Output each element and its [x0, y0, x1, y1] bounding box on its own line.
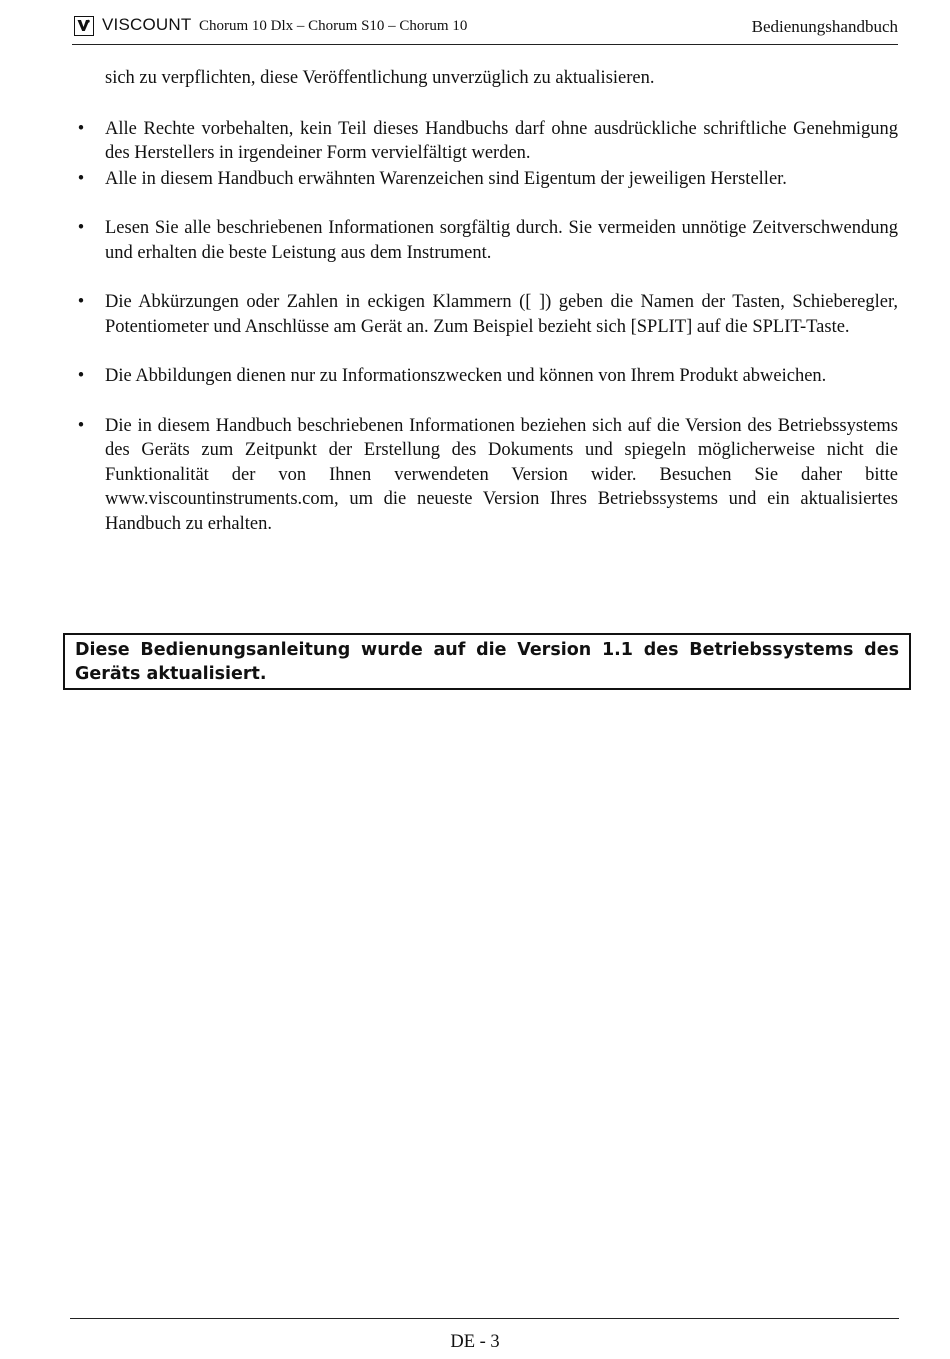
list-item-text: Lesen Sie alle beschriebenen Informationen sorgfältig durch. Sie vermeiden unnötige Zeitverschwendung und erhalten die beste Leistung aus dem Instrument.	[105, 218, 898, 263]
list-item-text: Die Abkürzungen oder Zahlen in eckigen Klammern ([ ]) geben die Namen der Tasten, Schieberegler, Potentiometer und Anschlüsse am Gerät an. Zum Beispiel bezieht sich [SPLIT] auf die SPLIT-Taste.	[105, 292, 898, 337]
footer-divider	[70, 1318, 899, 1319]
bullet-icon: •	[77, 218, 85, 238]
page-body	[72, 66, 898, 536]
bullet-icon: •	[77, 168, 85, 189]
list-item	[72, 364, 898, 389]
viscount-logo	[74, 16, 94, 36]
bullet-icon: •	[77, 415, 85, 436]
document-title: Bedienungshandbuch	[751, 17, 898, 36]
bullet-icon: •	[77, 366, 85, 386]
page-number: DE - 3	[450, 1332, 500, 1352]
list-item-text: Die Abbildungen dienen nur zu Informationszwecken und können von Ihrem Produkt abweichen.	[105, 366, 827, 386]
list-item-text: Alle in diesem Handbuch erwähnten Warenzeichen sind Eigentum der jeweiligen Hersteller.	[105, 168, 787, 189]
list-item	[72, 414, 898, 537]
brand-name: VISCOUNT	[102, 15, 192, 34]
version-notice-box: Diese Bedienungsanleitung wurde auf die Version 1.1 des Betriebssystems des Geräts aktualisiert.	[63, 633, 911, 690]
list-item	[72, 167, 898, 192]
list-item-text: Alle Rechte vorbehalten, kein Teil dieses Handbuchs darf ohne ausdrückliche schriftliche Genehmigung des Herstellers in irgendeiner Form vervielfältigt werden.	[105, 118, 898, 163]
model-names: Chorum 10 Dlx – Chorum S10 – Chorum 10	[199, 18, 468, 34]
page-header	[72, 14, 898, 45]
viscount-logo-mark	[77, 19, 90, 32]
list-item	[72, 117, 898, 166]
bullet-icon: •	[77, 292, 85, 312]
list-item	[72, 216, 898, 265]
list-item-text: Die in diesem Handbuch beschriebenen Informationen beziehen sich auf die Version des Betriebssystems des Geräts zum Zeitpunkt der Erstellung des Dokuments und spiegeln möglicherweise nicht die Funktionalität der von Ihnen verwendeten Version wider. Besuchen Sie daher bitte www.viscountinstruments.com, um die neueste Version Ihres Betriebssystems und ein aktualisiertes Handbuch zu erhalten.	[105, 415, 898, 534]
continued-paragraph: sich zu verpflichten, diese Veröffentlichung unverzüglich zu aktualisieren.	[105, 68, 655, 88]
list-item	[72, 290, 898, 339]
bullet-icon: •	[77, 118, 85, 139]
